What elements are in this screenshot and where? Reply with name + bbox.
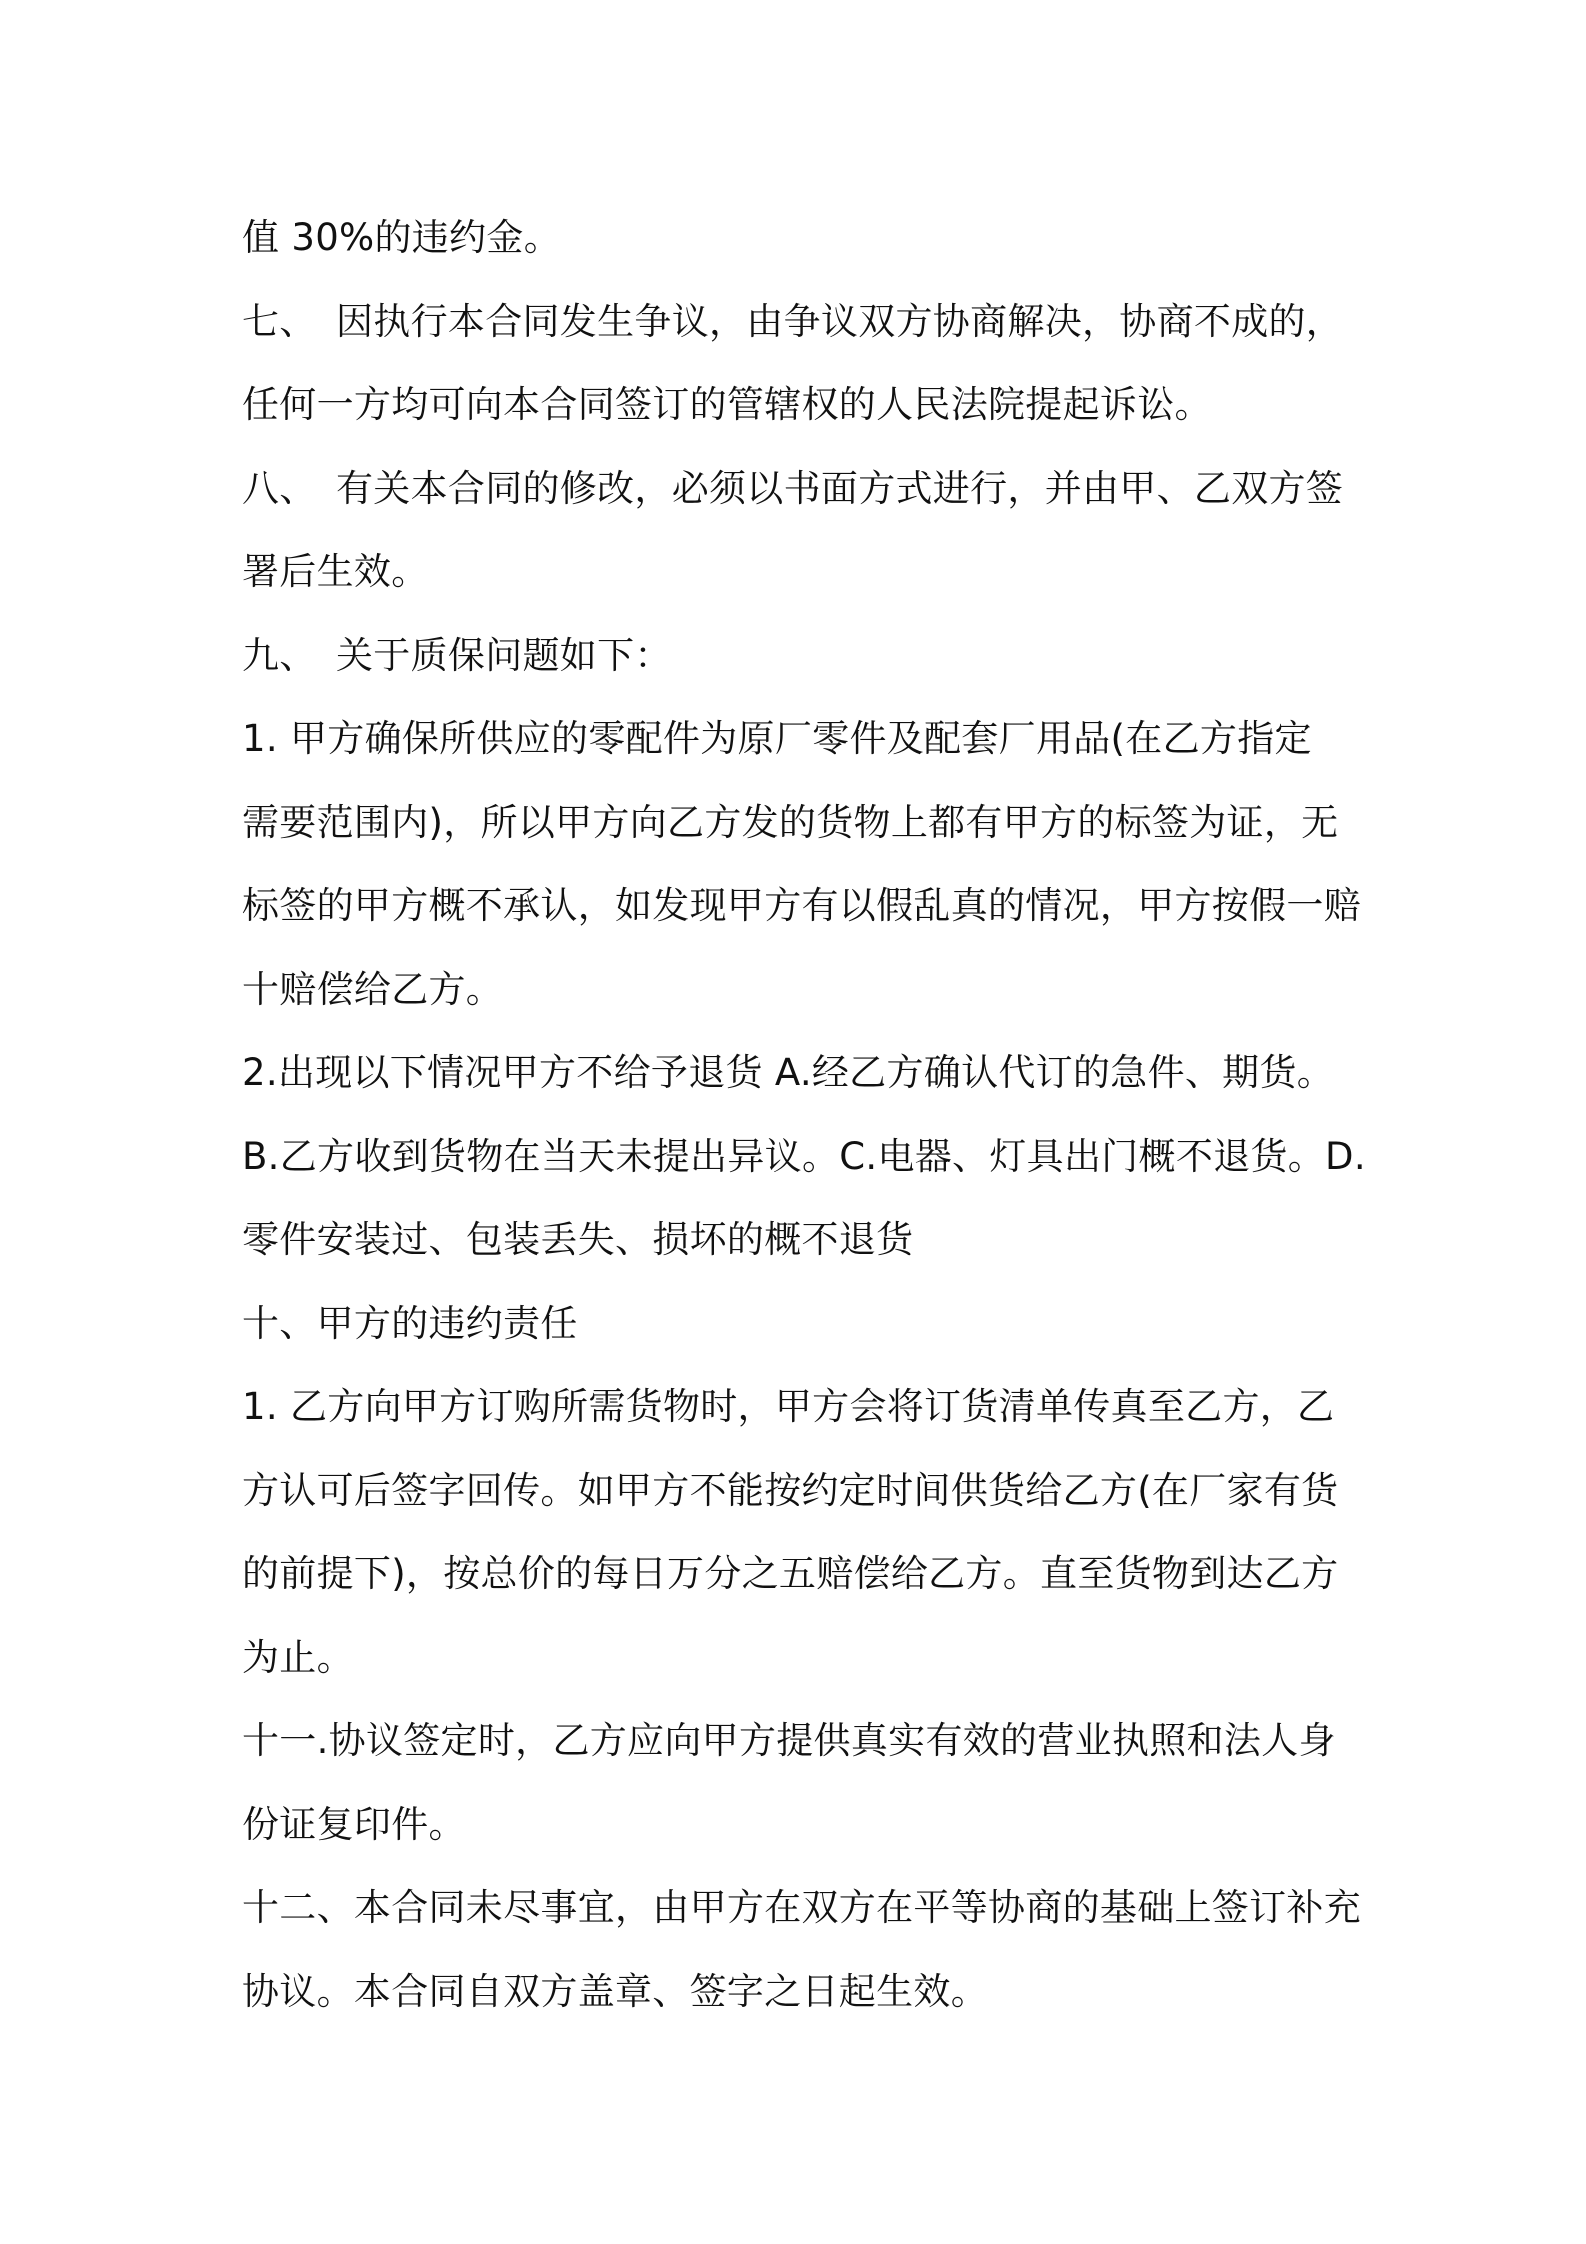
clause-text: 有关本合同的修改，必须以书面方式进行，并由甲、乙双方签 [336, 466, 1344, 510]
clause-nine-line [242, 614, 1360, 698]
section-heading: 十、甲方的违约责任 [242, 1301, 578, 1345]
text-line: 协议。本合同自双方盖章、签字之日起生效。 [242, 1969, 988, 2013]
clause-text: 关于质保问题如下： [336, 633, 672, 677]
text-line: 2.出现以下情况甲方不给予退货 A.经乙方确认代订的急件、期货。 [242, 1051, 1335, 1094]
text-line: 标签的甲方概不承认，如发现甲方有以假乱真的情况，甲方按假一赔 [242, 884, 1361, 927]
text-line: 方认可后签字回传。如甲方不能按约定时间供货给乙方(在厂家有货 [242, 1468, 1339, 1512]
text-line: 值 30%的违约金。 [242, 216, 561, 259]
text-line: 十赔偿给乙方。 [242, 967, 504, 1011]
text-line: 1. 乙方向甲方订购所需货物时，甲方会将订货清单传真至乙方，乙 [242, 1385, 1335, 1428]
document-body [242, 196, 1366, 2033]
text-line: B.乙方收到货物在当天未提出异议。C.电器、灯具出门概不退货。D. [242, 1134, 1366, 1178]
text-line: 十二、本合同未尽事宜，由甲方在双方在平等协商的基础上签订补充 [242, 1886, 1361, 1929]
clause-number: 七、 [242, 299, 317, 343]
text-line: 1. 甲方确保所供应的零配件为原厂零件及配套厂用品(在乙方指定 [242, 717, 1312, 760]
text-line: 的前提下)，按总价的每日万分之五赔偿给乙方。直至货物到达乙方 [242, 1552, 1339, 1595]
clause-seven-line [242, 280, 1360, 364]
text-line: 署后生效。 [242, 550, 429, 593]
clause-number: 九、 [242, 633, 317, 677]
text-line: 任何一方均可向本合同签订的管辖权的人民法院提起诉讼。 [242, 383, 1212, 426]
text-line: 十一.协议签定时，乙方应向甲方提供真实有效的营业执照和法人身 [242, 1719, 1336, 1762]
text-line: 份证复印件。 [242, 1802, 466, 1846]
clause-text: 因执行本合同发生争议，由争议双方协商解决，协商不成的， [336, 299, 1344, 343]
clause-eight-line [242, 447, 1360, 531]
text-line: 零件安装过、包装丢失、损坏的概不退货 [242, 1218, 914, 1261]
text-line: 为止。 [242, 1635, 354, 1679]
clause-number: 八、 [242, 466, 317, 510]
text-line: 需要范围内)，所以甲方向乙方发的货物上都有甲方的标签为证，无 [242, 800, 1339, 844]
